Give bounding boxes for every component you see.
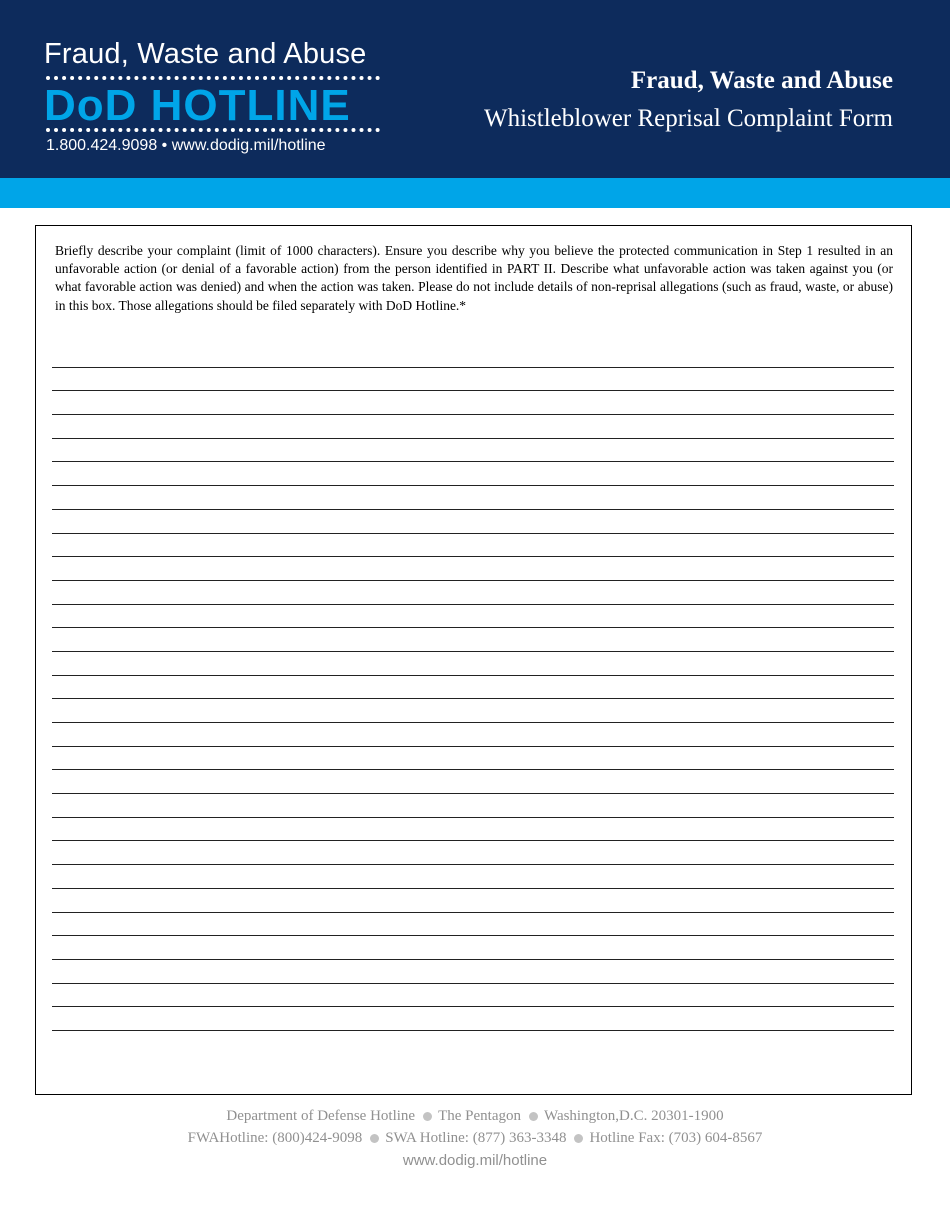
writing-line[interactable] [52, 628, 894, 652]
writing-line[interactable] [52, 794, 894, 818]
writing-line[interactable] [52, 699, 894, 723]
writing-line[interactable] [52, 960, 894, 984]
writing-line[interactable] [52, 581, 894, 605]
writing-line[interactable] [52, 984, 894, 1008]
writing-line[interactable] [52, 557, 894, 581]
logo-divider-bottom [46, 128, 380, 132]
footer-org: Department of Defense Hotline [226, 1108, 416, 1124]
writing-line[interactable] [52, 818, 894, 842]
bullet-icon [423, 1112, 432, 1121]
logo-tagline: Fraud, Waste and Abuse [44, 38, 367, 70]
writing-line[interactable] [52, 344, 894, 368]
writing-line[interactable] [52, 913, 894, 937]
logo-wordmark: DoD HOTLINE [44, 81, 351, 130]
writing-line[interactable] [52, 534, 894, 558]
footer [0, 1105, 950, 1173]
complaint-text-area[interactable] [52, 344, 894, 1031]
writing-line[interactable] [52, 462, 894, 486]
writing-line[interactable] [52, 841, 894, 865]
footer-phone-row [0, 1127, 950, 1149]
writing-line[interactable] [52, 865, 894, 889]
logo-divider-top [46, 76, 380, 80]
bullet-icon [574, 1134, 583, 1143]
writing-line[interactable] [52, 652, 894, 676]
footer-address: Washington,D.C. 20301-1900 [543, 1108, 724, 1124]
writing-line[interactable] [52, 415, 894, 439]
bullet-icon [370, 1134, 379, 1143]
footer-location: The Pentagon [438, 1108, 521, 1124]
complaint-instructions: Briefly describe your complaint (limit of 1000 characters). Ensure you describe why you believe the protected communication in Step 1 resulted in an unfavorable action (or denial of a favorable action) from the person identified in PART II. Describe what unfavorable action was taken against you (or what favorable action was denied) and when the action was taken. Please do not include details of non-reprisal allegations (such as fraud, waste, or abuse) in this box. Those allegations should be filed separately with DoD Hotline.* [55, 243, 893, 313]
footer-swa-hotline: SWA Hotline: (877) 363-3348 [385, 1130, 567, 1146]
writing-line[interactable] [52, 439, 894, 463]
footer-fax: Hotline Fax: (703) 604-8567 [589, 1130, 763, 1146]
writing-line[interactable] [52, 368, 894, 392]
form-title: Whistleblower Reprisal Complaint Form [484, 105, 893, 132]
footer-address-row [0, 1105, 950, 1127]
writing-line[interactable] [52, 486, 894, 510]
writing-line[interactable] [52, 391, 894, 415]
footer-website[interactable]: www.dodig.mil/hotline [402, 1152, 548, 1169]
bullet-icon [529, 1112, 538, 1121]
accent-stripe [0, 178, 950, 208]
writing-line[interactable] [52, 770, 894, 794]
logo-contact: 1.800.424.9098 • www.dodig.mil/hotline [46, 137, 326, 154]
writing-line[interactable] [52, 889, 894, 913]
writing-line[interactable] [52, 605, 894, 629]
writing-line[interactable] [52, 676, 894, 700]
writing-line[interactable] [52, 747, 894, 771]
writing-line[interactable] [52, 1007, 894, 1031]
writing-line[interactable] [52, 510, 894, 534]
writing-line[interactable] [52, 723, 894, 747]
writing-line[interactable] [52, 936, 894, 960]
page-title: Fraud, Waste and Abuse [630, 67, 893, 94]
footer-fwa-hotline: FWAHotline: (800)424-9098 [187, 1130, 363, 1146]
